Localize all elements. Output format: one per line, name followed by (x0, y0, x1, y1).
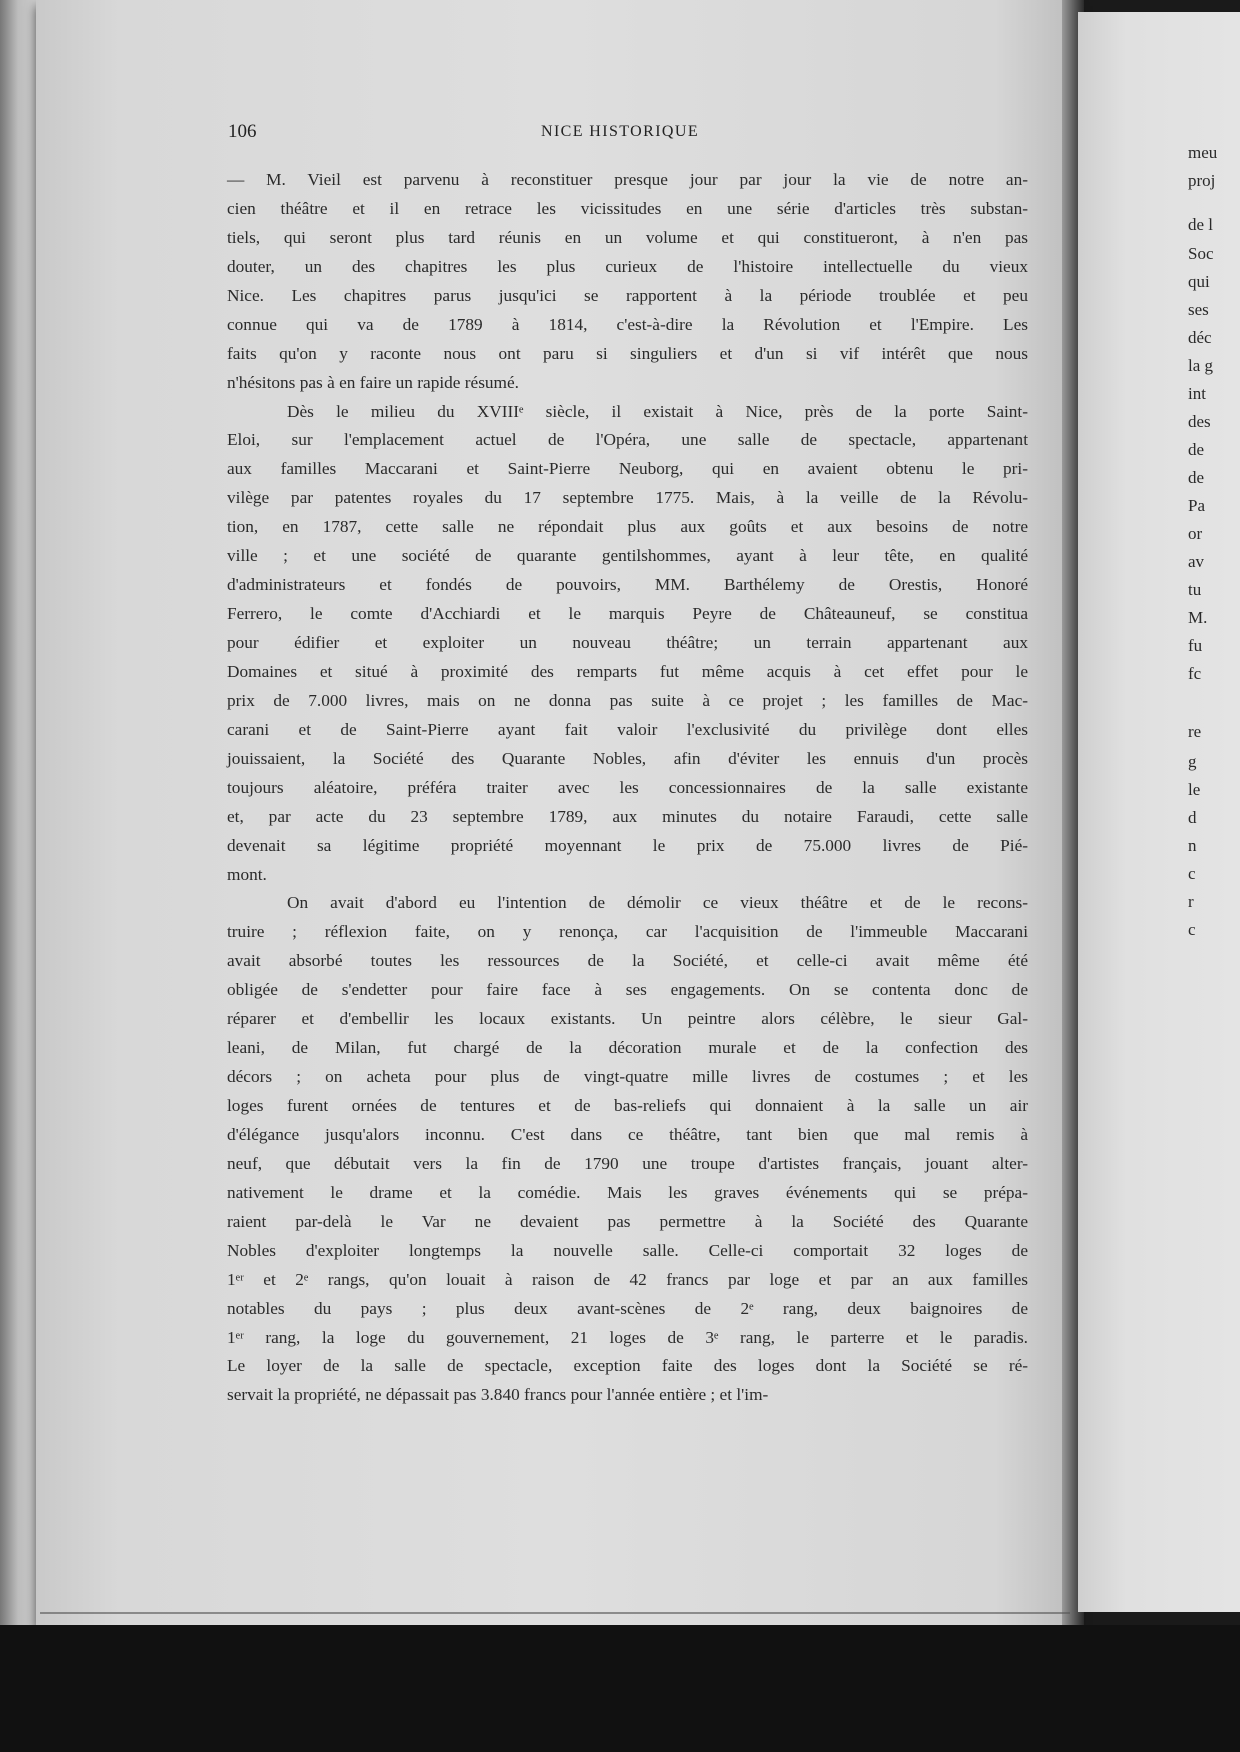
running-head: NICE HISTORIQUE (540, 123, 700, 140)
text-line: leani, de Milan, fut chargé de la décoration murale et de la confection des (227, 1038, 1028, 1058)
text-line: décors ; on acheta pour plus de vingt-quatre mille livres de costumes ; et les (227, 1067, 1028, 1087)
text-line: pour édifier et exploiter un nouveau théâtre; un terrain appartenant aux (227, 633, 1028, 652)
text-line: ville ; et une société de quarante gentilshommes, ayant à leur tête, en qualité (227, 546, 1028, 566)
text-line: d'élégance jusqu'alors inconnu. C'est dans ce théâtre, tant bien que mal remis à (227, 1124, 1028, 1144)
text-line: tion, en 1787, cette salle ne répondait plus aux goûts et aux besoins de notre (227, 517, 1028, 537)
text-line: nativement le drame et la comédie. Mais les graves événements qui se prépa- (227, 1182, 1028, 1202)
text-line: On avait d'abord eu l'intention de démolir ce vieux théâtre et de le recons- (287, 893, 1028, 913)
text-line: Dès le milieu du XVIIIᵉ siècle, il existait à Nice, près de la porte Saint- (287, 401, 1028, 421)
text-line: vilège par patentes royales du 17 septembre 1775. Mais, à la veille de la Révolu- (227, 488, 1028, 508)
facing-page-text: n (1188, 836, 1197, 855)
facing-page-text: proj (1188, 171, 1216, 190)
text-line: notables du pays ; plus deux avant-scènes de 2ᵉ rang, deux baignoires de (227, 1298, 1028, 1318)
facing-page-text: av (1188, 552, 1205, 571)
facing-page-text: re (1188, 722, 1202, 741)
text-line: et, par acte du 23 septembre 1789, aux minutes du notaire Faraudi, cette salle (227, 806, 1028, 826)
scan-bottom-shadow (0, 1625, 1240, 1752)
text-line: carani et de Saint-Pierre ayant fait valoir l'exclusivité du privilège dont elles (227, 719, 1028, 739)
facing-page-text: g (1188, 752, 1197, 771)
facing-page-text: r (1188, 892, 1194, 911)
facing-page-text: d (1188, 808, 1197, 827)
facing-page-text: le (1188, 780, 1201, 799)
text-line: 1ᵉʳ rang, la loge du gouvernement, 21 loges de 3ᵉ rang, le parterre et le paradis. (227, 1327, 1028, 1347)
text-line: d'administrateurs et fondés de pouvoirs, MM. Barthélemy de Orestis, Honoré (227, 575, 1028, 595)
facing-page-text: de l (1188, 215, 1214, 234)
facing-page-text: de (1188, 440, 1205, 459)
facing-page-text: int (1188, 384, 1206, 403)
text-line: cien théâtre et il en retrace les vicissitudes en une série d'articles très substan- (227, 198, 1028, 218)
facing-page-text: fc (1188, 664, 1202, 683)
page-number: 106 (228, 121, 257, 142)
facing-page-text: or (1188, 524, 1203, 543)
left-page-edge (0, 0, 40, 1752)
text-line: raient par-delà le Var ne devaient pas permettre à la Société des Quarante (227, 1211, 1028, 1231)
text-line: 1ᵉʳ et 2ᵉ rangs, qu'on louait à raison de 42 francs par loge et par an aux familles (227, 1269, 1028, 1289)
body-text (227, 166, 1028, 1410)
facing-page-text: M. (1188, 608, 1208, 627)
text-line: Domaines et situé à proximité des remparts fut même acquis à cet effet pour le (227, 661, 1028, 681)
text-line: tiels, qui seront plus tard réunis en un volume et qui constitueront, à n'en pas (227, 227, 1028, 247)
text-line: mont. (227, 864, 267, 884)
text-line: Nice. Les chapitres parus jusqu'ici se rapportent à la période troublée et peu (227, 285, 1028, 305)
text-line: — M. Vieil est parvenu à reconstituer presque jour par jour la vie de notre an- (227, 170, 1028, 189)
text-line: obligée de s'endetter pour faire face à ses engagements. On se contenta donc de (227, 980, 1028, 1000)
text-line: connue qui va de 1789 à 1814, c'est-à-dire la Révolution et l'Empire. Les (227, 314, 1028, 334)
facing-page-text: meu (1188, 143, 1218, 162)
text-line: devenait sa légitime propriété moyennant le prix de 75.000 livres de Pié- (227, 835, 1028, 855)
text-line: réparer et d'embellir les locaux existants. Un peintre alors célèbre, le sieur Gal- (227, 1009, 1028, 1029)
facing-page-text: des (1188, 412, 1211, 431)
text-line: servait la propriété, ne dépassait pas 3.840 francs pour l'année entière ; et l'im- (227, 1385, 769, 1405)
facing-page-text: tu (1188, 580, 1202, 599)
facing-page-text: Soc (1188, 244, 1214, 263)
text-line: neuf, que débutait vers la fin de 1790 une troupe d'artistes français, jouant alter- (227, 1153, 1028, 1173)
text-line: faits qu'on y raconte nous ont paru si singuliers et d'un si vif intérêt que nous (227, 343, 1028, 363)
facing-page-text: Pa (1188, 496, 1205, 515)
text-line: n'hésitons pas à en faire un rapide résumé. (227, 372, 519, 392)
facing-page-text: qui (1188, 272, 1210, 291)
text-line: toujours aléatoire, préféra traiter avec les concessionnaires de la salle existante (227, 777, 1028, 797)
facing-page (1078, 12, 1240, 1612)
facing-page-text: c (1188, 864, 1196, 883)
page-bottom-rule (40, 1612, 1070, 1614)
text-line: Eloi, sur l'emplacement actuel de l'Opéra, une salle de spectacle, appartenant (227, 430, 1028, 450)
facing-page-text: la g (1188, 356, 1214, 375)
text-line: Ferrero, le comte d'Acchiardi et le marquis Peyre de Châteauneuf, se constitua (227, 604, 1028, 624)
text-line: jouissaient, la Société des Quarante Nobles, afin d'éviter les ennuis d'un procès (227, 748, 1028, 768)
text-line: douter, un des chapitres les plus curieux de l'histoire intellectuelle du vieux (227, 256, 1028, 276)
text-line: prix de 7.000 livres, mais on ne donna pas suite à ce projet ; les familles de Mac- (227, 690, 1028, 710)
text-line: avait absorbé toutes les ressources de la Société, et celle-ci avait même été (227, 951, 1028, 971)
facing-page-text: c (1188, 920, 1196, 939)
text-line: Nobles d'exploiter longtemps la nouvelle salle. Celle-ci comportait 32 loges de (227, 1240, 1028, 1260)
facing-page-text: ses (1188, 300, 1209, 319)
facing-page-text: de (1188, 468, 1205, 487)
text-line: loges furent ornées de tentures et de bas-reliefs qui donnaient à la salle un air (227, 1096, 1028, 1115)
facing-page-text: fu (1188, 636, 1203, 655)
text-line: aux familles Maccarani et Saint-Pierre Neuborg, qui en avaient obtenu le pri- (227, 459, 1028, 479)
facing-page-text: déc (1188, 328, 1212, 347)
text-line: truire ; réflexion faite, on y renonça, car l'acquisition de l'immeuble Maccarani (227, 922, 1028, 942)
text-line: Le loyer de la salle de spectacle, exception faite des loges dont la Société se ré- (227, 1356, 1028, 1376)
